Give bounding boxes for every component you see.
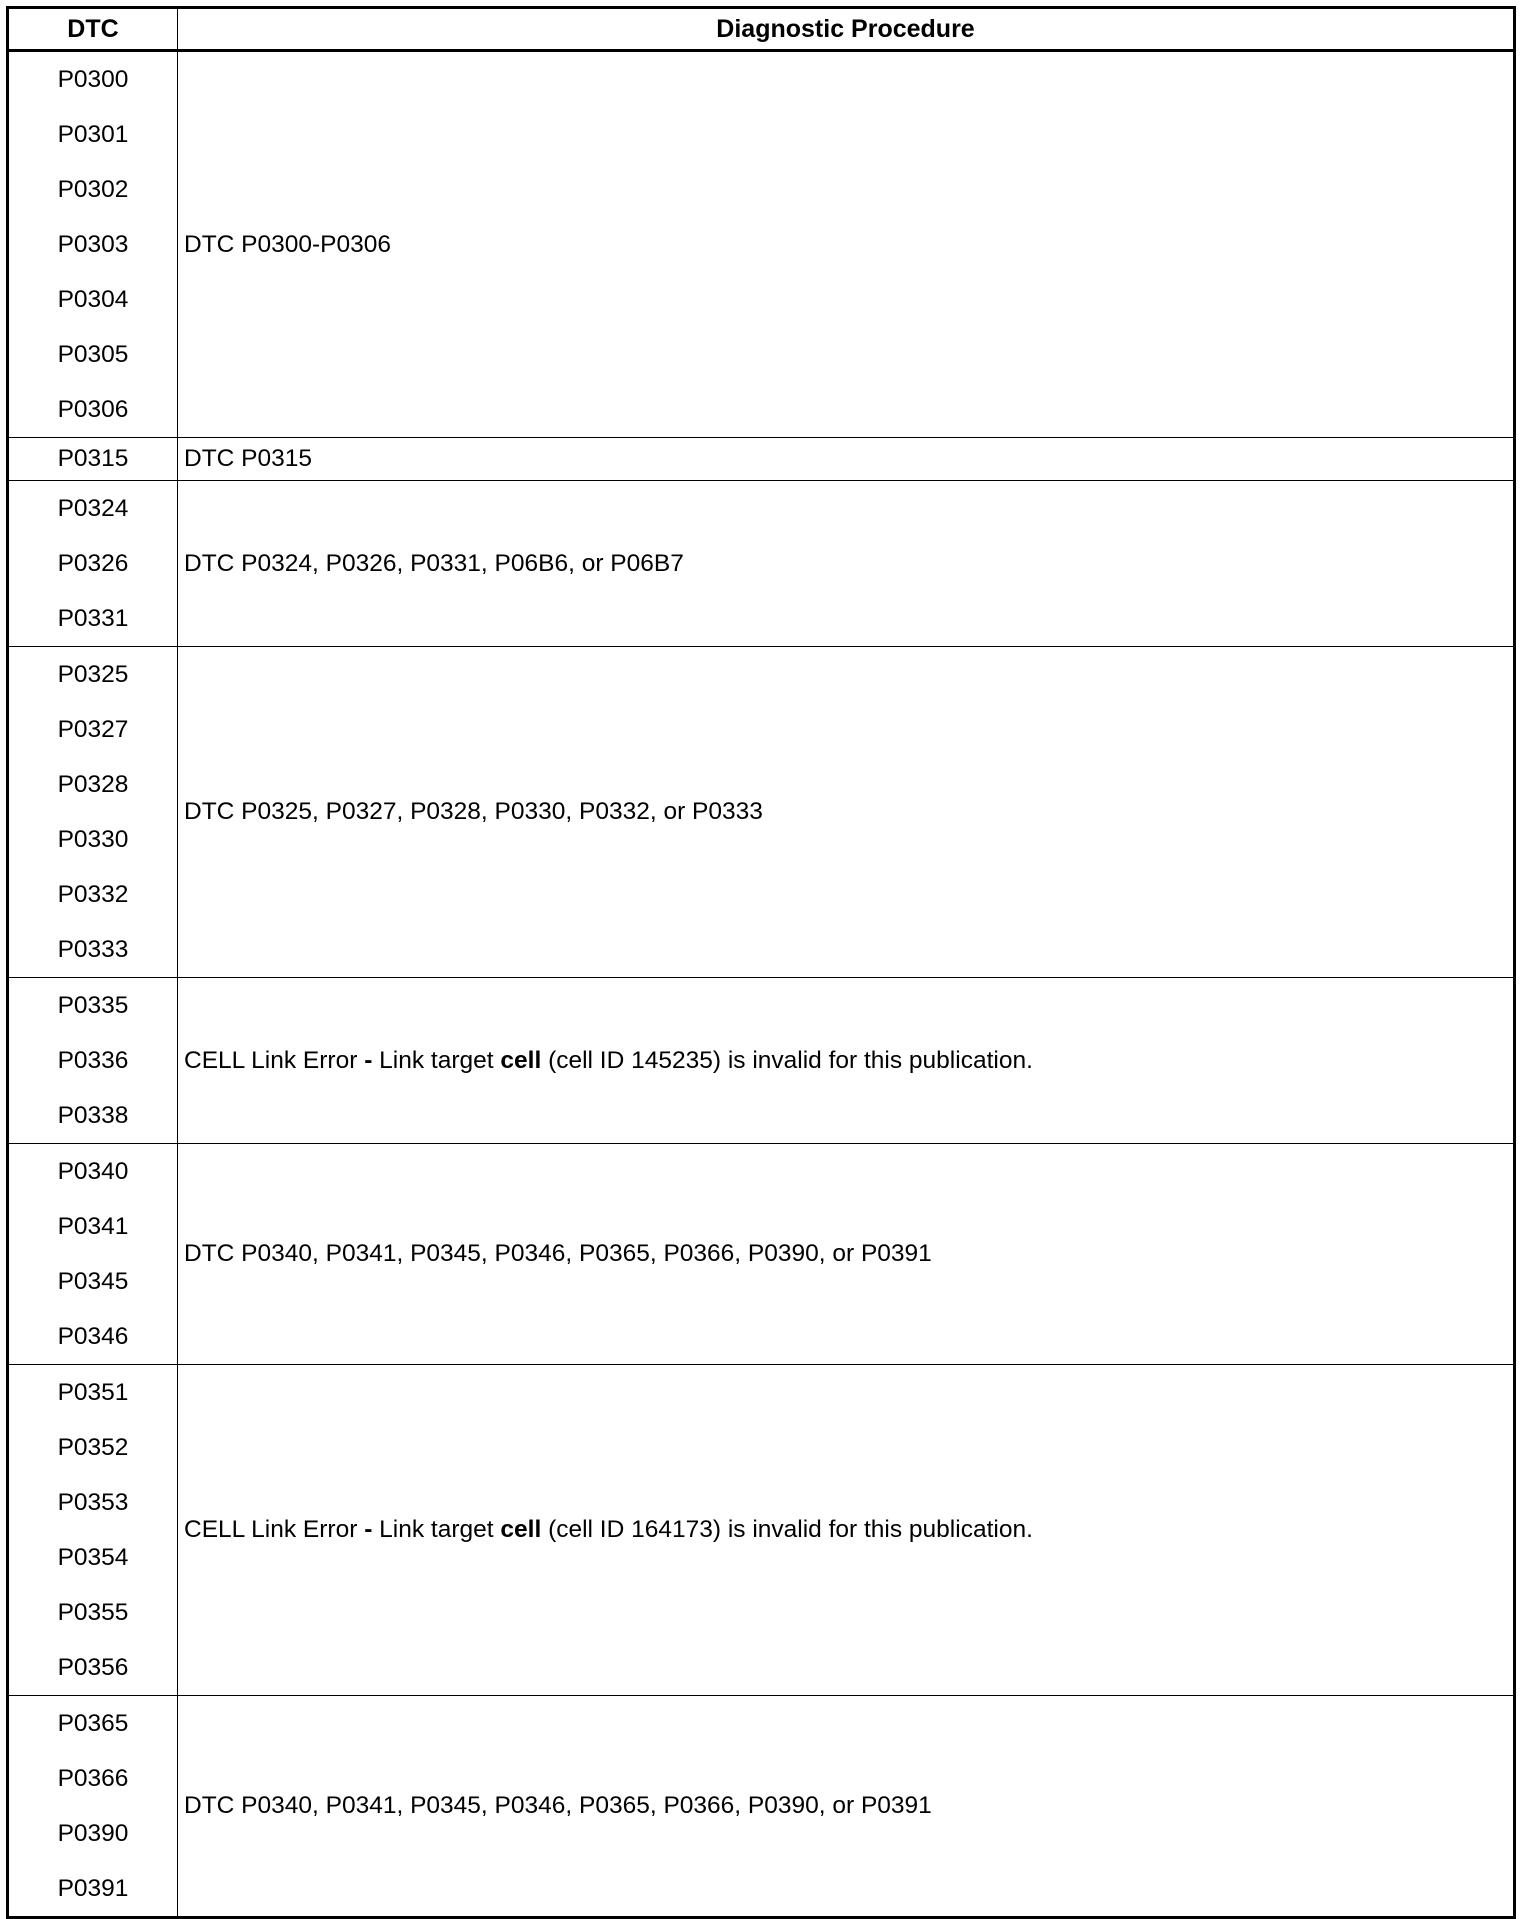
dtc-code: P0335 [57, 992, 129, 1019]
error-suffix: for this publication. [821, 1516, 1033, 1543]
dtc-code: P0391 [57, 1875, 129, 1902]
dtc-code: P0338 [57, 1102, 129, 1129]
error-cell-word: cell [500, 1046, 542, 1074]
dtc-code-cell [8, 481, 178, 647]
dtc-code: P0341 [57, 1213, 129, 1240]
error-link: Link [372, 1516, 425, 1543]
dtc-code: P0340 [57, 1158, 129, 1185]
table-row [8, 438, 1515, 481]
dtc-code: P0306 [57, 396, 129, 423]
diagnostic-procedure-link[interactable]: DTC P0315 [178, 438, 1515, 481]
error-cell-id: (cell ID 145235) is [541, 1046, 753, 1074]
table-row [8, 481, 1515, 647]
diagnostic-procedure-link[interactable]: DTC P0324, P0326, P0331, P06B6, or P06B7 [178, 481, 1515, 647]
error-prefix: CELL Link Error [184, 1046, 365, 1074]
error-dash: - [364, 1046, 373, 1074]
table-row [8, 1696, 1515, 1918]
dtc-code-cell [8, 1696, 178, 1918]
dtc-code: P0355 [57, 1599, 129, 1626]
dtc-code: P0328 [57, 771, 129, 798]
dtc-code: P0390 [57, 1820, 129, 1847]
diagnostic-procedure-link[interactable]: DTC P0325, P0327, P0328, P0330, P0332, or P0333 [178, 647, 1515, 978]
dtc-code: P0365 [57, 1710, 129, 1737]
dtc-code: P0346 [57, 1323, 129, 1350]
dtc-code-cell [8, 438, 178, 481]
error-cell-word: cell [500, 1516, 542, 1543]
header-diagnostic-procedure: Diagnostic Procedure [178, 8, 1515, 51]
dtc-code: P0352 [57, 1434, 129, 1461]
dtc-code: P0366 [57, 1765, 129, 1792]
dtc-code: P0325 [57, 661, 129, 688]
dtc-code: P0304 [57, 286, 129, 313]
dtc-code: P0333 [57, 936, 129, 963]
dtc-code: P0302 [57, 176, 129, 203]
dtc-code: P0336 [57, 1047, 129, 1074]
diagnostic-procedure-link[interactable]: DTC P0340, P0341, P0345, P0346, P0365, P0366, P0390, or P0391 [178, 1696, 1515, 1918]
dtc-code: P0324 [57, 495, 129, 522]
error-middle: target [424, 1516, 501, 1543]
dtc-code: P0327 [57, 716, 129, 743]
table-row [8, 1365, 1515, 1696]
dtc-code: P0356 [57, 1654, 129, 1681]
dtc-code-cell [8, 1365, 178, 1696]
dtc-code: P0354 [57, 1544, 129, 1571]
dtc-code-cell [8, 978, 178, 1144]
dtc-code: P0303 [57, 231, 129, 258]
diagnostic-procedure-link[interactable]: DTC P0340, P0341, P0345, P0346, P0365, P0366, P0390, or P0391 [178, 1144, 1515, 1365]
dtc-code-cell [8, 647, 178, 978]
dtc-code-cell [8, 51, 178, 438]
table-row [8, 1144, 1515, 1365]
error-invalid: invalid [752, 1516, 822, 1543]
dtc-code: P0301 [57, 121, 129, 148]
dtc-code: P0331 [57, 605, 129, 632]
cell-link-error-message [178, 978, 1515, 1144]
dtc-code: P0326 [57, 550, 129, 577]
error-invalid: invalid [752, 1046, 822, 1074]
error-link: Link [372, 1046, 425, 1074]
dtc-code: P0332 [57, 881, 129, 908]
dtc-code-cell [8, 1144, 178, 1365]
table-row [8, 978, 1515, 1144]
error-prefix: CELL Link Error [184, 1516, 365, 1543]
dtc-code: P0330 [57, 826, 129, 853]
diagnostic-procedure-link[interactable]: DTC P0300-P0306 [178, 51, 1515, 438]
dtc-table [6, 6, 1516, 1919]
header-dtc: DTC [8, 8, 178, 51]
dtc-code: P0300 [57, 66, 129, 93]
dtc-code: P0351 [57, 1379, 129, 1406]
table-row [8, 647, 1515, 978]
dtc-code: P0353 [57, 1489, 129, 1516]
error-dash: - [364, 1516, 373, 1543]
dtc-code: P0315 [57, 445, 129, 472]
error-suffix: for this publication. [821, 1046, 1033, 1074]
table-row [8, 51, 1515, 438]
error-cell-id: (cell ID 164173) is [541, 1516, 753, 1543]
dtc-code: P0345 [57, 1268, 129, 1295]
table-header-row [8, 8, 1515, 51]
error-middle: target [424, 1046, 501, 1074]
cell-link-error-message [178, 1365, 1515, 1696]
dtc-code: P0305 [57, 341, 129, 368]
